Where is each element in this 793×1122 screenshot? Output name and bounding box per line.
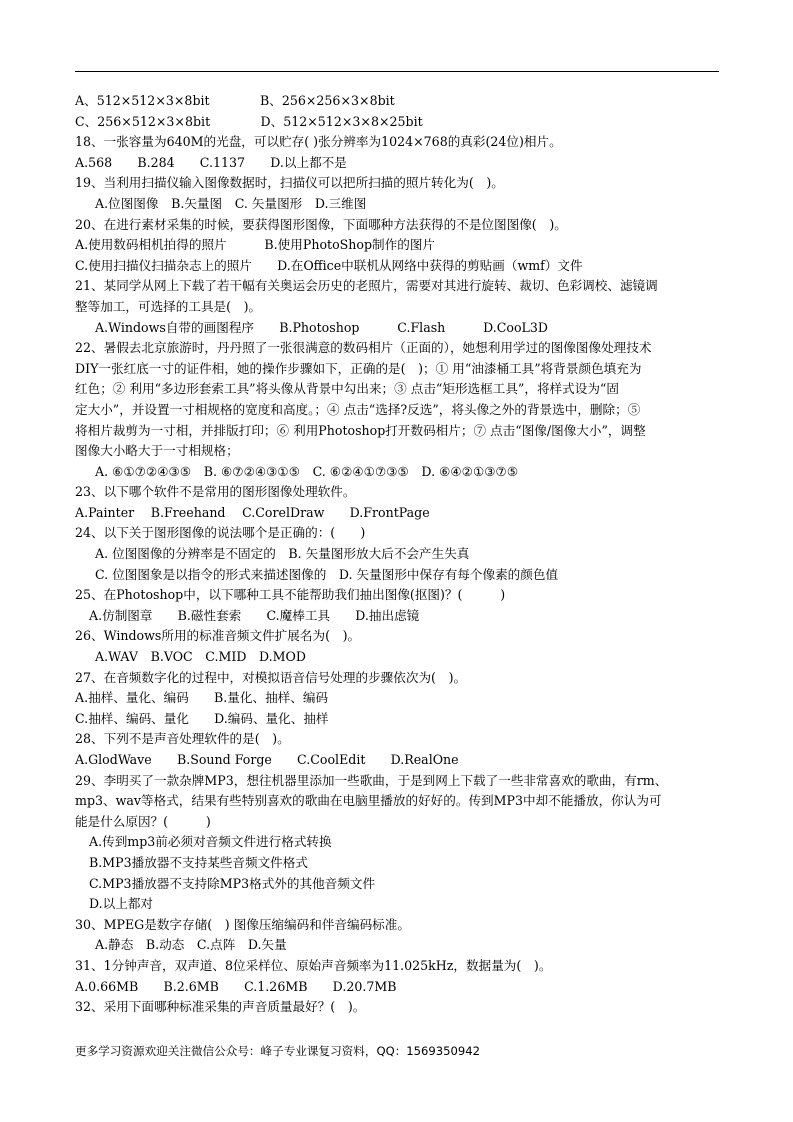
- question-29: 29、李明买了一款杂牌MP3，想往机器里添加一些歌曲，于是到网上下载了一些非常喜欢的歌曲，有rm、: [75, 772, 668, 788]
- question-19: 19、当利用扫描仪输入图像数据时，扫描仪可以把所扫描的照片转化为( )。: [75, 175, 504, 191]
- question-22: 定大小”，并设置一寸相规格的宽度和高度。；④ 点击“选择?反选”，将头像之外的背景选中，删除；⑤: [75, 401, 641, 417]
- question-22: 22、暑假去北京旅游时，丹丹照了一张很满意的数码相片（正面的），她想利用学过的图像图像处理技术: [75, 340, 652, 356]
- question-29: 能是什么原因？( ): [75, 813, 211, 829]
- question-21: 21、某同学从网上下载了若干幅有关奥运会历史的老照片，需要对其进行旋转、裁切、色彩调校、滤镜调: [75, 278, 658, 294]
- question-18: 18、一张容量为640M的光盘，可以贮存( )张分辨率为1024×768的真彩(24位)相片。: [75, 134, 562, 150]
- options-29: B.MP3播放器不支持某些音频文件格式: [89, 854, 308, 870]
- options-25: A.仿制图章 B.磁性套索 C.魔棒工具 D.抽出虑镜: [89, 607, 420, 623]
- question-22: 将相片裁剪为一寸相，并排版打印；⑥ 利用Photoshop打开数码相片；⑦ 点击“图像/图像大小”，调整: [75, 422, 646, 438]
- options-30: A.静态 B.动态 C.点阵 D.矢量: [95, 937, 287, 953]
- text-line: A、512×512×3×8bit B、256×256×3×8bit: [75, 93, 395, 108]
- options-22: A. ⑥①⑦②④③⑤ B. ⑥⑦②④③①⑤ C. ⑥②④①⑦③⑤ D. ⑥④②①③⑦⑤: [95, 463, 519, 479]
- question-23: 23、以下哪个软件不是常用的图形图像处理软件。: [75, 484, 356, 500]
- question-28: 28、下列不是声音处理软件的是( )。: [75, 731, 290, 747]
- options-29: D.以上都对: [89, 896, 154, 912]
- question-22: 红色；② 利用“多边形套索工具”将头像从背景中勾出来；③ 点击“矩形选框工具”，将样式设为“固: [75, 381, 619, 397]
- question-24: 24、以下关于图形图像的说法哪个是正确的：( ): [75, 525, 366, 541]
- question-25: 25、在Photoshop中，以下哪种工具不能帮助我们抽出图像(抠图)？( ): [75, 587, 506, 603]
- question-26: 26、Windows所用的标准音频文件扩展名为( )。: [75, 628, 361, 644]
- options-24: A. 位图图像的分辨率是不固定的 B. 矢量图形放大后不会产生失真: [95, 546, 470, 562]
- options-23: A.Painter B.Freehand C.CorelDraw D.FrontPage: [75, 504, 430, 520]
- question-30: 30、MPEG是数字存储( ) 图像压缩编码和伴音编码标准。: [75, 916, 410, 932]
- options-21: A.Windows自带的画图程序 B.Photoshop C.Flash D.CooL3D: [95, 319, 548, 335]
- options-28: A.GlodWave B.Sound Forge C.CoolEdit D.RealOne: [75, 752, 459, 767]
- options-19: A.位图图像 B.矢量图 C. 矢量图形 D.三维图: [95, 195, 367, 211]
- question-31: 31、1分钟声音，双声道、8位采样位、原始声音频率为11.025kHz，数据量为( )。: [75, 957, 552, 973]
- question-27: 27、在音频数字化的过程中，对模拟语音信号处理的步骤依次为( )。: [75, 669, 467, 685]
- question-22: 图像大小略大于一寸相规格；: [75, 443, 239, 459]
- header-rule: [75, 71, 719, 72]
- options-27: C.抽样、编码、量化 D.编码、量化、抽样: [75, 710, 329, 726]
- question-text: [75, 91, 723, 1018]
- text-line: C、256×512×3×8bit D、512×512×3×8×25bit: [75, 113, 423, 129]
- question-22: DIY一张红底一寸的证件相，她的操作步骤如下，正确的是( )；① 用“油漆桶工具”将背景颜色填充为: [75, 360, 642, 376]
- options-26: A.WAV B.VOC C.MID D.MOD: [95, 649, 306, 665]
- options-29: A.传到mp3前必须对音频文件进行格式转换: [89, 834, 332, 850]
- question-29: mp3、wav等格式，结果有些特别喜欢的歌曲在电脑里播放的好好的。传到MP3中却不能播放，你认为可: [75, 793, 662, 809]
- options-24: C. 位图图象是以指令的形式来描述图像的 D. 矢量图形中保存有每个像素的颜色值: [95, 566, 559, 582]
- question-20: 20、在进行素材采集的时候，要获得图形图像，下面哪种方法获得的不是位图图像( )。: [75, 216, 567, 232]
- options-18: A.568 B.284 C.1137 D.以上都不是: [75, 154, 347, 170]
- question-21: 整等加工，可选择的工具是( )。: [75, 298, 262, 314]
- options-29: C.MP3播放器不支持除MP3格式外的其他音频文件: [89, 875, 376, 891]
- page-footer: 更多学习资源欢迎关注微信公众号：峰子专业课复习资料，QQ：1569350942: [75, 1044, 481, 1058]
- question-32: 32、采用下面哪种标准采集的声音质量最好？( )。: [75, 999, 366, 1015]
- options-27: A.抽样、量化、编码 B.量化、抽样、编码: [75, 690, 329, 706]
- options-20: A.使用数码相机拍得的照片 B.使用PhotoShop制作的图片: [75, 237, 436, 253]
- options-20: C.使用扫描仪扫描杂志上的照片 D.在Office中联机从网络中获得的剪贴画（wmf）文件: [75, 257, 583, 273]
- options-31: A.0.66MB B.2.6MB C.1.26MB D.20.7MB: [75, 978, 397, 994]
